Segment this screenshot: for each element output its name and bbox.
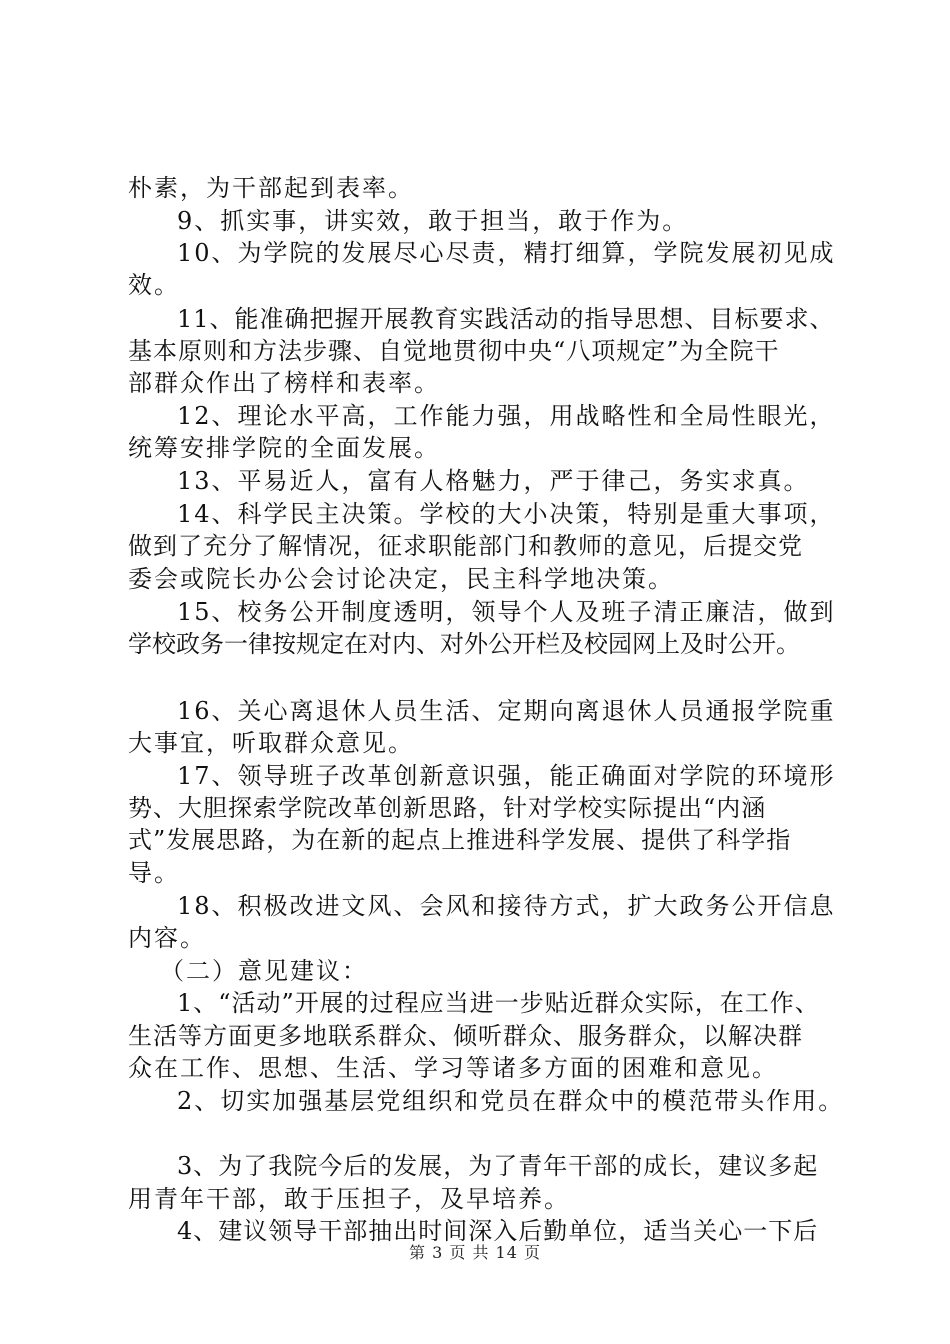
text-line: 委会或院长办公会讨论决定，民主科学地决策。 — [128, 565, 674, 593]
text-line: 9、抓实事，讲实效，敢于担当，敢于作为。 — [177, 207, 689, 235]
text-line: 导。 — [128, 859, 180, 887]
text-line: 12、理论水平高，工作能力强，用战略性和全局性眼光， — [177, 402, 836, 430]
text-line: 11、能准确把握开展教育实践活动的指导思想、目标要求、 — [177, 305, 835, 333]
text-line: 17、领导班子改革创新意识强，能正确面对学院的环境形 — [177, 762, 836, 790]
text-line: 4、建议领导干部抽出时间深入后勤单位，适当关心一下后 — [177, 1217, 819, 1245]
text-line: 朴素，为干部起到表率。 — [128, 174, 414, 202]
text-line: 内容。 — [128, 924, 206, 952]
text-line: 部群众作出了榜样和表率。 — [128, 369, 440, 397]
text-line: 统筹安排学院的全面发展。 — [128, 434, 440, 462]
text-line: 大事宜，听取群众意见。 — [128, 729, 414, 757]
text-line: 10、为学院的发展尽心尽责，精打细算，学院发展初见成 — [177, 239, 836, 267]
text-line: 18、积极改进文风、会风和接待方式，扩大政务公开信息 — [177, 892, 836, 920]
section-heading: （二）意见建议： — [160, 957, 368, 985]
text-line: 式”发展思路，为在新的起点上推进科学发展、提供了科学指 — [128, 826, 792, 854]
text-line: 众在工作、思想、生活、学习等诸多方面的困难和意见。 — [128, 1054, 778, 1082]
text-line: 做到了充分了解情况，征求职能部门和教师的意见，后提交党 — [128, 532, 803, 560]
text-line: 13、平易近人，富有人格魅力，严于律己，务实求真。 — [177, 467, 810, 495]
text-line: 学校政务一律按规定在对内、对外公开栏及校园网上及时公开。 — [128, 630, 800, 658]
text-line: 生活等方面更多地联系群众、倾听群众、服务群众，以解决群 — [128, 1022, 803, 1050]
text-line: 势、大胆探索学院改革创新思路，针对学校实际提出“内涵 — [128, 794, 767, 822]
text-line: 1、“活动”开展的过程应当进一步贴近群众实际，在工作、 — [177, 989, 820, 1017]
text-line: 2、切实加强基层党组织和党员在群众中的模范带头作用。 — [177, 1087, 845, 1115]
text-line: 16、关心离退休人员生活、定期向离退休人员通报学院重 — [177, 697, 836, 725]
text-line: 14、科学民主决策。学校的大小决策，特别是重大事项， — [177, 500, 836, 528]
text-line: 效。 — [128, 271, 180, 299]
text-line: 15、校务公开制度透明，领导个人及班子清正廉洁，做到 — [177, 598, 836, 626]
page-number-footer: 第 3 页 共 14 页 — [409, 1243, 541, 1262]
text-line: 基本原则和方法步骤、自觉地贯彻中央“八项规定”为全院干 — [128, 337, 780, 365]
text-line: 用青年干部，敢于压担子，及早培养。 — [128, 1185, 570, 1213]
text-line: 3、为了我院今后的发展，为了青年干部的成长，建议多起 — [177, 1152, 819, 1180]
